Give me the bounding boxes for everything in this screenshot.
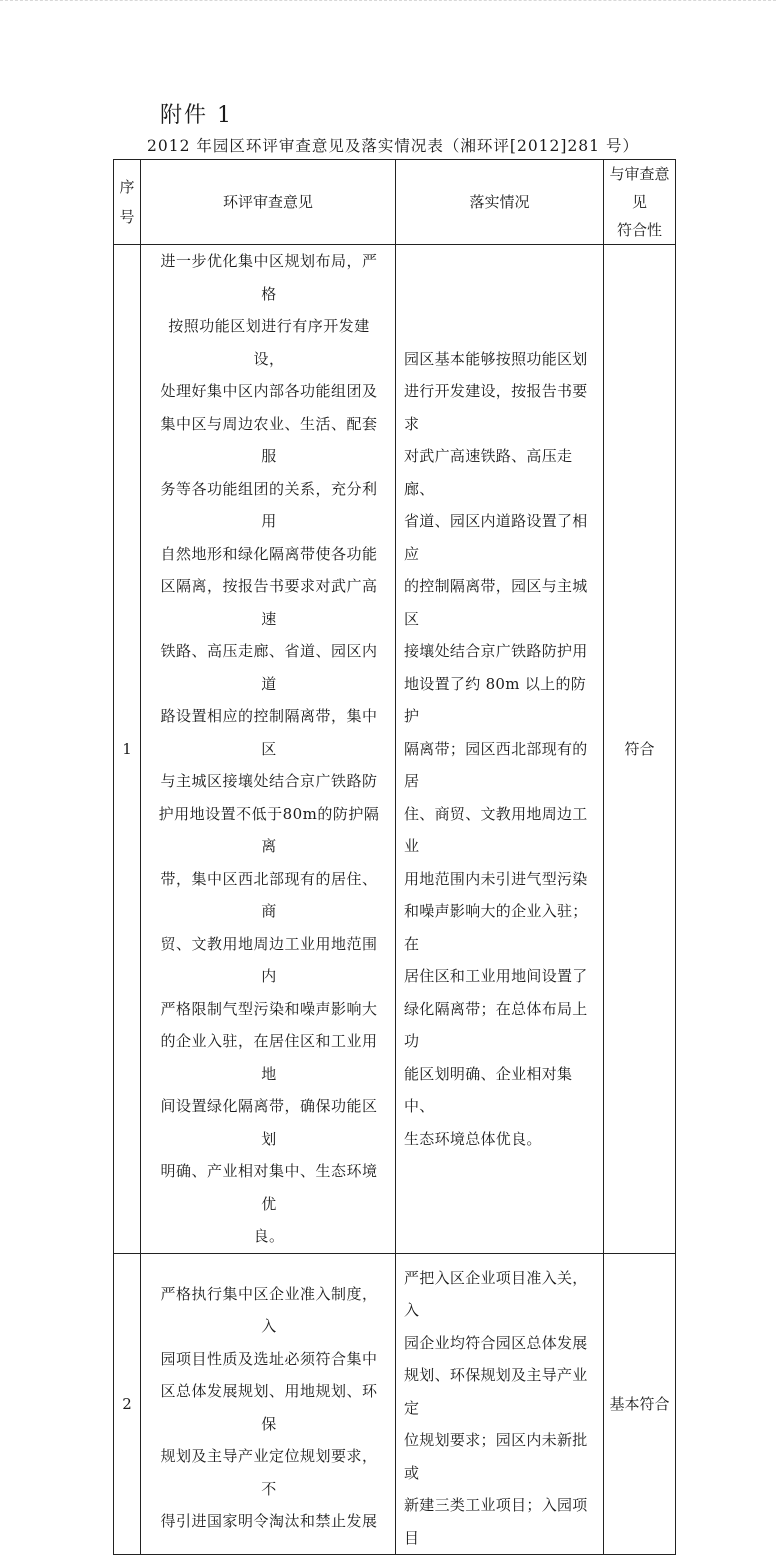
row-number: 1 [114,245,141,1254]
text-line: 与主城区接壤处结合京广铁路防 [160,772,378,790]
document-title: 2012 年园区环评审查意见及落实情况表（湘环评[2012]281 号） [147,137,639,155]
header-compliance-line1: 与审查意见 [609,165,670,211]
compliance-cell: 符合 [604,245,676,1254]
text-line: 位规划要求；园区内未新批或 [404,1431,588,1482]
table-row [114,245,676,1254]
text-line: 区隔离，按报告书要求对武广高速 [160,577,378,628]
text-line: 绿化隔离带；在总体布局上功 [404,999,588,1050]
header-serial-number [114,160,141,245]
text-line: 省道、园区内道路设置了相应 [404,512,588,563]
text-line: 务等各功能组团的关系，充分利用 [160,479,378,530]
text-line: 居住区和工业用地间设置了 [404,967,588,985]
text-line: 良。 [253,1227,285,1245]
text-line: 园项目性质及选址必须符合集中 [160,1349,378,1368]
text-line: 接壤处结合京广铁路防护用 [404,642,588,660]
text-line: 住、商贸、文教用地周边工业 [404,804,588,855]
implementation-status-cell [396,1253,604,1555]
text-line: 规划及主导产业定位规划要求，不 [160,1447,378,1498]
text-line: 隔离带；园区西北部现有的居 [404,739,588,790]
text-line: 处理好集中区内部各功能组团及 [160,382,378,400]
text-line: 贸、文教用地周边工业用地范围内 [160,934,378,985]
header-compliance-line2: 符合性 [616,221,662,239]
text-line: 园企业均符合园区总体发展 [404,1333,588,1352]
header-review-opinion: 环评审查意见 [141,160,396,245]
text-line: 按照功能区划进行有序开发建设， [168,317,370,368]
text-line: 的企业入驻，在居住区和工业用地 [160,1032,378,1083]
table-header-row [114,160,676,245]
text-line: 规划、环保规划及主导产业定 [404,1366,588,1417]
text-line: 间设置绿化隔离带，确保功能区划 [160,1097,378,1148]
header-implementation-status: 落实情况 [396,160,604,245]
text-line: 严格限制气型污染和噪声影响大 [160,999,378,1018]
text-line: 能区划明确、企业相对集中、 [404,1064,573,1115]
text-line: 区总体发展规划、用地规划、环保 [160,1382,378,1433]
row-number: 2 [114,1253,141,1555]
header-serial-line1: 序 [119,178,135,196]
text-line: 和噪声影响大的企业入驻；在 [404,902,588,953]
review-opinion-cell [141,245,396,1254]
page-top-edge [0,0,776,2]
text-line: 明确、产业相对集中、生态环境优 [160,1162,378,1213]
text-line: 的控制隔离带，园区与主城区 [404,577,588,628]
text-line: 带，集中区西北部现有的居住、商 [160,869,378,920]
text-line: 集中区与周边农业、生活、配套服 [160,414,378,465]
text-line: 严格执行集中区企业准入制度，入 [160,1284,378,1336]
text-line: 进一步优化集中区规划布局，严格 [160,252,378,303]
text-line: 地设置了约 80m 以上的防护 [404,674,587,725]
text-line: 得引进国家明令淘汰和禁止发展 [160,1512,378,1531]
text-line: 园区基本能够按照功能区划 [404,349,588,368]
text-line: 新建三类工业项目；入园项目 [404,1496,588,1547]
review-opinion-cell [141,1253,396,1555]
text-line: 生态环境总体优良。 [404,1129,542,1148]
table-row [114,1253,676,1555]
text-line: 严把入区企业项目准入关，入 [404,1268,588,1319]
header-compliance [604,160,676,245]
compliance-cell: 基本符合 [604,1253,676,1555]
attachment-label: 附件 1 [160,103,233,128]
text-line: 进行开发建设，按报告书要求 [404,382,588,433]
implementation-status-cell [396,245,604,1254]
review-table [113,159,676,1555]
text-line: 对武广高速铁路、高压走廊、 [404,447,573,498]
text-line: 路设置相应的控制隔离带，集中区 [160,707,378,758]
text-line: 用地范围内未引进气型污染 [404,869,588,888]
header-serial-line2: 号 [119,208,135,226]
text-line: 自然地形和绿化隔离带使各功能 [160,544,378,563]
text-line: 铁路、高压走廊、省道、园区内道 [160,642,378,693]
text-line: 护用地设置不低于80m的防护隔离 [158,804,380,855]
